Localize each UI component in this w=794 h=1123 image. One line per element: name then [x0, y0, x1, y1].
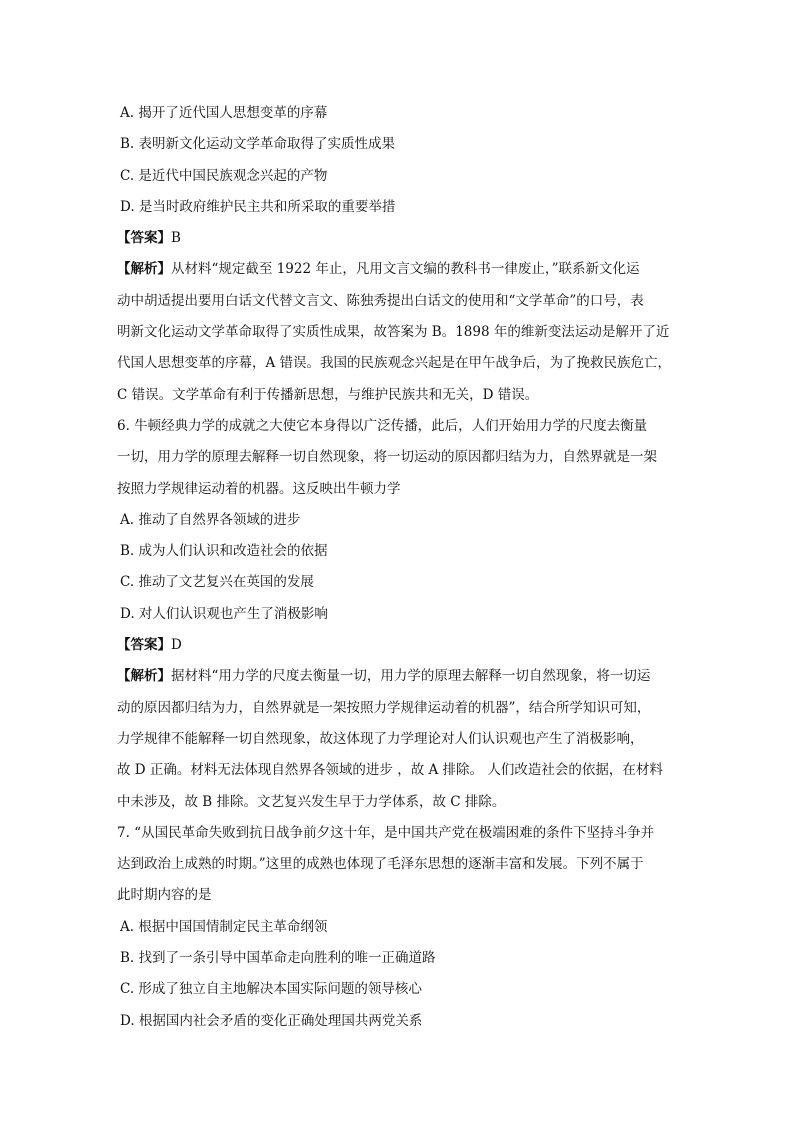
q6-option-b: B. 成为人们认识和改造社会的依据 — [120, 543, 328, 560]
q7-stem-line: 达到政治上成熟的时期。”这里的成熟也体现了毛泽东思想的逐渐丰富和发展。下列不属于 — [117, 856, 644, 873]
q7-option-a: A. 根据中国国情制定民主革命纲领 — [120, 918, 328, 935]
q6-stem-line: 一切，用力学的原理去解释一切自然现象，将一切运动的原因都归结为力，自然界就是一架 — [117, 449, 657, 466]
q5-answer — [117, 223, 677, 254]
answer-tag: 【答案】 — [117, 230, 171, 247]
q6-stem-line: 按照力学规律运动着的机器。这反映出牛顿力学 — [117, 480, 401, 497]
answer-tag: 【答案】 — [117, 637, 171, 654]
analysis-tag: 【解析】 — [117, 261, 171, 278]
q5-option-c: C. 是近代中国民族观念兴起的产物 — [120, 167, 328, 184]
q5-option-a: A. 揭开了近代国人思想变革的序幕 — [120, 105, 328, 121]
q5-analysis-line: 代国人思想变革的序幕，A 错误。我国的民族观念兴起是在甲午战争后，为了挽救民族危亡， — [117, 355, 672, 372]
analysis-text: 据材料“用力学的尺度去衡量一切，用力学的原理去解释一切自然现象，将一切运 — [171, 668, 651, 685]
q5-analysis-line: 明新文化运动文学革命取得了实质性成果，故答案为 B。1898 年的维新变法运动是解开了近 — [117, 324, 670, 341]
q5-analysis-line: C 错误。文学革命有利于传播新思想，与维护民族共和无关，D 错误。 — [117, 386, 539, 403]
q7-option-c: C. 形成了独立自主地解决本国实际问题的领导核心 — [120, 981, 422, 998]
analysis-tag: 【解析】 — [117, 668, 171, 685]
q6-option-c: C. 推动了文艺复兴在英国的发展 — [120, 574, 314, 591]
q5-option-b: B. 表明新文化运动文学革命取得了实质性成果 — [120, 136, 396, 153]
q6-analysis-line: 力学规律不能解释一切自然现象，故这体现了力学理论对人们认识观也产生了消极影响， — [117, 730, 644, 747]
q5-option-d: D. 是当时政府维护民主共和所采取的重要举措 — [120, 198, 396, 215]
q6-analysis-line: 故 D 正确。材料无法体现自然界各领域的进步 ，故 A 排除。 人们改造社会的依据，在材料 — [117, 762, 663, 779]
document-page — [117, 98, 677, 1037]
q6-answer — [117, 630, 677, 661]
q7-stem-line: 此时期内容的是 — [117, 887, 212, 904]
q6-stem-line: 6. 牛顿经典力学的成就之大使它本身得以广泛传播，此后，人们开始用力学的尺度去衡量 — [117, 417, 648, 434]
answer-value: B — [171, 230, 181, 247]
q5-analysis-line: 动中胡适提出要用白话文代替文言文、陈独秀提出白话文的使用和“文学革命”的口号，表 — [117, 292, 644, 309]
analysis-text: 从材料“规定截至 1922 年止，凡用文言文编的教科书一律废止，”联系新文化运 — [171, 261, 640, 278]
q7-option-b: B. 找到了一条引导中国革命走向胜利的唯一正确道路 — [120, 950, 436, 967]
q6-option-d: D. 对人们认识观也产生了消极影响 — [120, 605, 328, 622]
q5-analysis-line — [117, 254, 677, 285]
answer-value: D — [171, 637, 182, 654]
q6-analysis-line: 动的原因都归结为力，自然界就是一架按照力学规律运动着的机器”，结合所学知识可知， — [117, 699, 651, 716]
q6-analysis-line: 中未涉及，故 B 排除。文艺复兴发生早于力学体系，故 C 排除。 — [117, 793, 506, 810]
q7-option-d: D. 根据国内社会矛盾的变化正确处理国共两党关系 — [120, 1012, 423, 1029]
q7-stem-line: 7. “从国民革命失败到抗日战争前夕这十年，是中国共产党在极端困难的条件下坚持斗争并 — [117, 824, 655, 841]
q6-option-a: A. 推动了自然界各领域的进步 — [120, 511, 301, 528]
q6-analysis-line — [117, 661, 677, 692]
